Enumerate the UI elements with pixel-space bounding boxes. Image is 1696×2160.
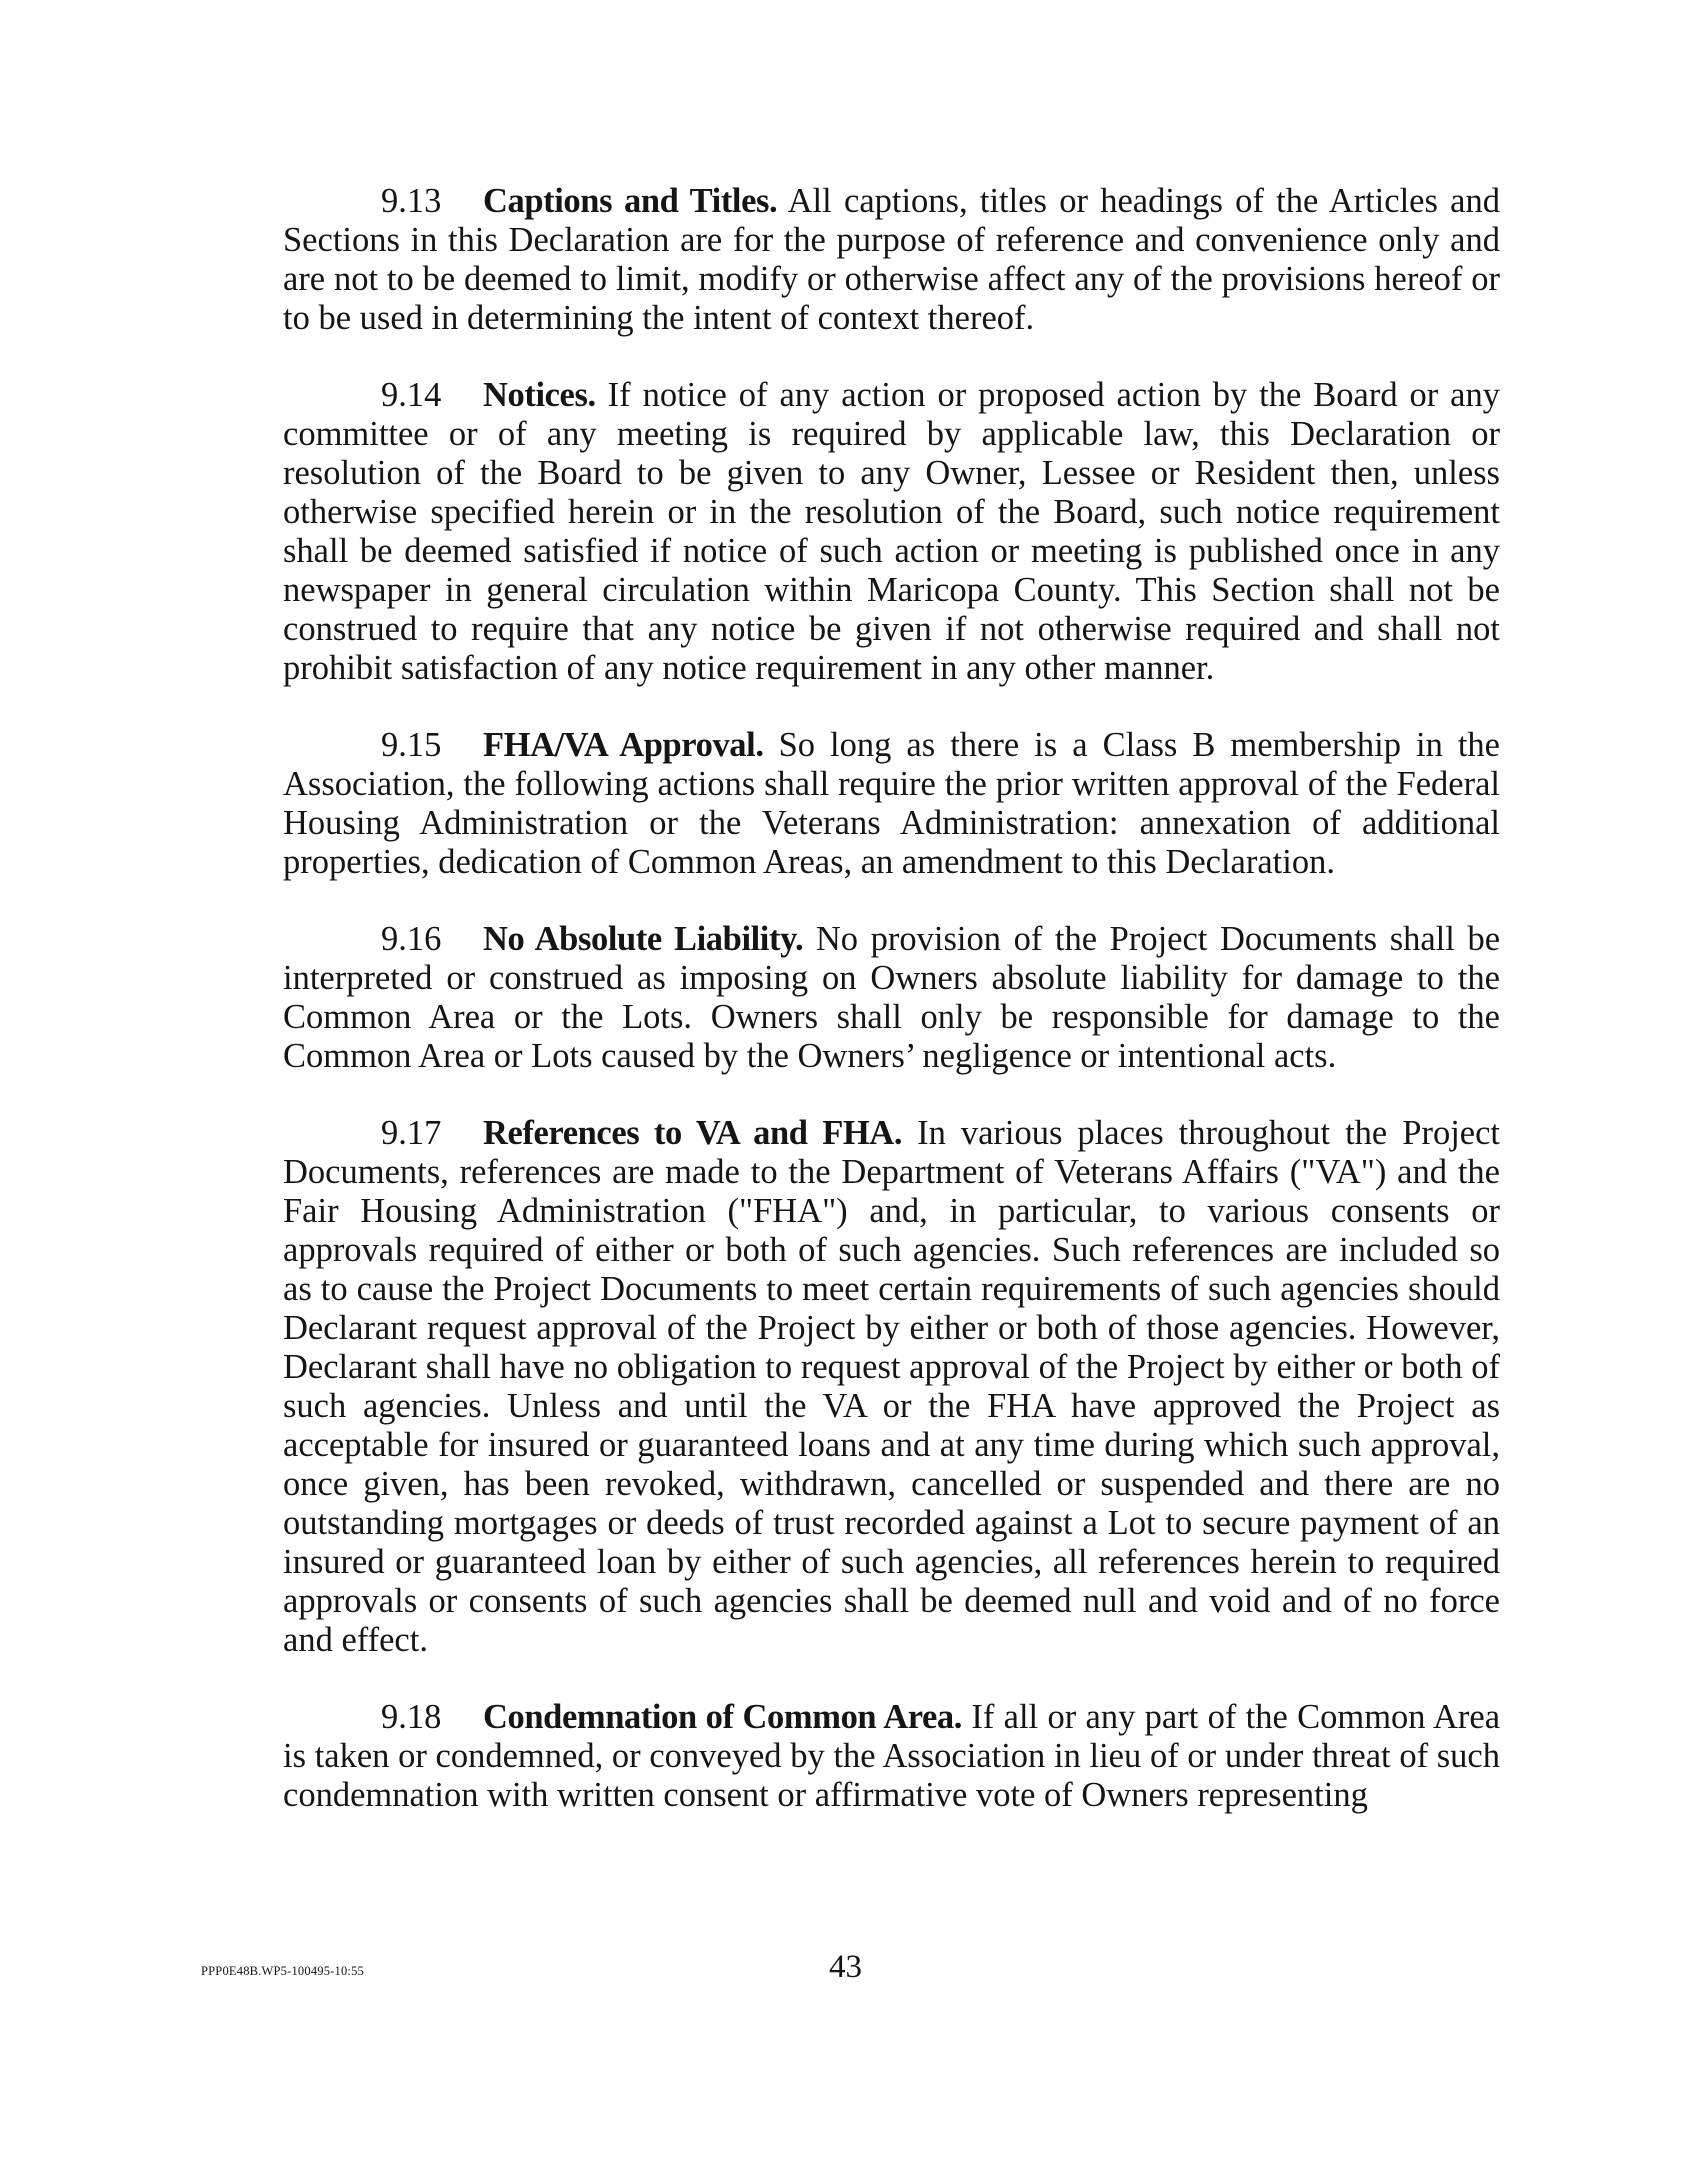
section-9-15 bbox=[283, 726, 1500, 882]
section-title: References to VA and FHA. bbox=[483, 1114, 903, 1152]
section-title: No Absolute Liability. bbox=[483, 920, 804, 958]
section-number: 9.14 bbox=[381, 376, 442, 414]
section-number: 9.16 bbox=[381, 920, 442, 958]
section-body: All captions, titles or headings of the Articles and Sections in this Declaration are for the purpose of reference and convenience only and are not to be deemed to limit, modify or otherwise affect any of the provisions hereof or to be used in determining the intent of context thereof. bbox=[283, 182, 1500, 337]
section-9-16 bbox=[283, 920, 1500, 1076]
section-9-14 bbox=[283, 376, 1500, 688]
section-number: 9.13 bbox=[381, 182, 442, 220]
section-title: FHA/VA Approval. bbox=[483, 726, 764, 764]
section-number: 9.18 bbox=[381, 1698, 442, 1736]
section-title: Notices. bbox=[483, 376, 596, 414]
page-number: 43 bbox=[829, 1949, 862, 1985]
section-body: So long as there is a Class B membership in the Association, the following actions shall require the prior written approval of the Federal Housing Administration or the Veterans Administration: annexation of additional properties, dedication of Common Areas, an amendment to this Declaration. bbox=[283, 726, 1500, 881]
section-number: 9.17 bbox=[381, 1114, 442, 1152]
section-number: 9.15 bbox=[381, 726, 442, 764]
section-body: If notice of any action or proposed action by the Board or any committee or of any meeting is required by applicable law, this Declaration or resolution of the Board to be given to any Owner, Lessee or Resident then, unless otherwise specified herein or in the resolution of the Board, such notice requirement shall be deemed satisfied if notice of such action or meeting is published once in any newspaper in general circulation within Maricopa County. This Section shall not be construed to require that any notice be given if not otherwise required and shall not prohibit satisfaction of any notice requirement in any other manner. bbox=[283, 376, 1500, 687]
section-body: No provision of the Project Documents shall be interpreted or construed as imposing on Owners absolute liability for damage to the Common Area or the Lots. Owners shall only be responsible for damage to the Common Area or Lots caused by the Owners’ negligence or intentional acts. bbox=[283, 920, 1501, 1075]
section-title: Captions and Titles. bbox=[483, 182, 778, 220]
section-body: If all or any part of the Common Area is taken or condemned, or conveyed by the Association in lieu of or under threat of such condemnation with written consent or affirmative vote of Owners representing bbox=[283, 1698, 1501, 1814]
section-9-13 bbox=[283, 182, 1500, 338]
section-title: Condemnation of Common Area. bbox=[483, 1698, 963, 1736]
section-9-18 bbox=[283, 1698, 1500, 1815]
footer-document-id: PPP0E48B.WP5-100495-10:55 bbox=[201, 1964, 365, 1978]
section-body: In various places throughout the Project Documents, references are made to the Department of Veterans Affairs ("VA") and the Fair Housing Administration ("FHA") and, in particular, to various consents or approvals required of either or both of such agencies. Such references are included so as to cause the Project Documents to meet certain requirements of such agencies should Declarant request approval of the Project by either or both of those agencies. However, Declarant shall have no obligation to request approval of the Project by either or both of such agencies. Unless and until the VA or the FHA have approved the Project as acceptable for insured or guaranteed loans and at any time during which such approval, once given, has been revoked, withdrawn, cancelled or suspended and there are no outstanding mortgages or deeds of trust recorded against a Lot to secure payment of an insured or guaranteed loan by either of such agencies, all references herein to required approvals or consents of such agencies shall be deemed null and void and of no force and effect. bbox=[283, 1114, 1500, 1659]
section-9-17 bbox=[283, 1114, 1500, 1660]
document-body bbox=[283, 182, 1500, 1853]
